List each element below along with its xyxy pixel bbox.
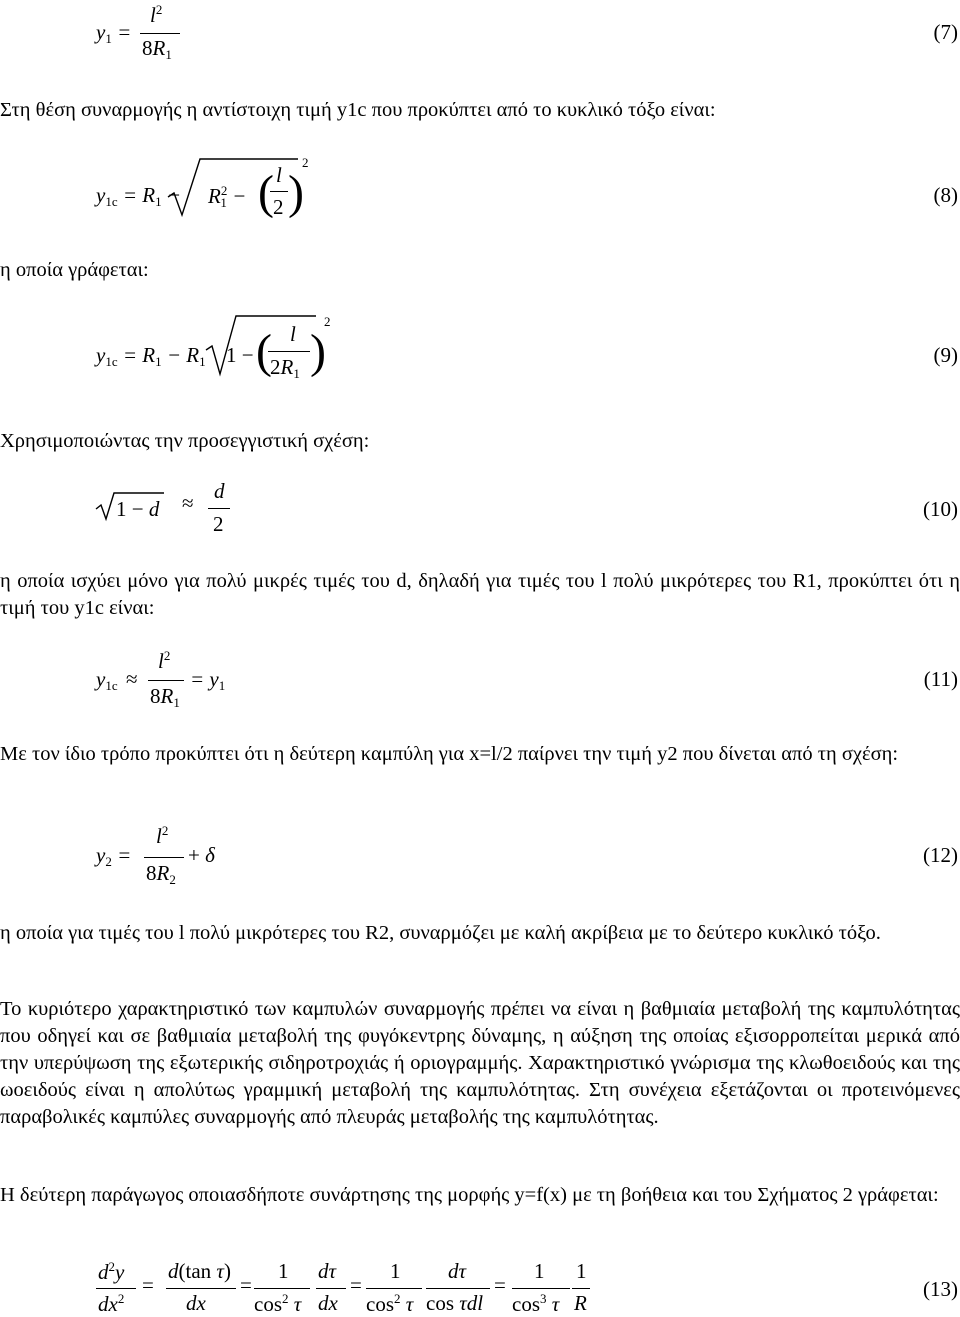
paragraph: Χρησιμοποιώντας την προσεγγιστική σχέση:: [0, 430, 370, 452]
paragraph: η οποία για τιμές του l πολύ μικρότερες του R2, συναρμόζει με καλή ακρίβεια με το δεύτερο κυκλικό τόξο.: [0, 922, 881, 944]
paragraph: Με τον ίδιο τρόπο προκύπτει ότι η δεύτερη καμπύλη για x=l/2 παίρνει την τιμή y2 που δίνεται από τη σχέση:: [0, 743, 899, 765]
equation-7: $y_1$ = $l^2$ $8R_1$ (7): [96, 2, 958, 62]
equation-number: (13): [923, 1277, 958, 1301]
equation-13: $d^2y$ $dx^2$ = d(tan τ) dx = 1 $\cos^2 \tau$ dτ dx = 1 $\cos^2 \tau$ dτ cos τdl = 1 $\cos^3 \tau$ 1 R (13): [98, 1259, 958, 1316]
paragraph: Στη θέση συναρμογής η αντίστοιχη τιμή y1c που προκύπτει από το κυκλικό τόξο είναι:: [0, 99, 716, 121]
equation-number: (10): [923, 497, 958, 521]
equation-number: (7): [933, 20, 958, 44]
equation-12: $y_2$ = $l^2$ $8R_2$ + δ (12): [96, 823, 958, 887]
equation-11: $y_{1c}$ ≈ $l^2$ $8R_1$ = $y_1$ (11): [96, 648, 958, 710]
paragraph: Το κυριότερο χαρακτηριστικό των καμπυλών συναρμογής πρέπει να είναι η βαθμιαία μεταβολή της καμπυλότητας που οδηγεί και σε βαθμιαία μεταβολή της φυγόκεντρης δύναμης, η αύξηση της οποίας εξισορροπείται μερικά από την υπερύψωση της εξωτερικής σιδηροτροχιάς ή οριογραμμής. Χαρακτηριστικό γνώρισμα της κλωθοειδούς και της ωοειδούς είναι η απολύτως γραμμική μεταβολή της καμπυλότητας. Στη συνέχεια εξετάζονται οι προτεινόμενες παραβολικές καμπύλες συναρμογής από πλευράς μεταβολής της καμπυλότητας.: [0, 998, 960, 1128]
equation-number: (8): [933, 183, 958, 207]
equation-number: (12): [923, 843, 958, 867]
equation-10: 1 − d ≈ d 2 (10): [0, 475, 960, 550]
paragraph: η οποία ισχύει μόνο για πολύ μικρές τιμές του d, δηλαδή για τιμές του l πολύ μικρότερες του R1, προκύπτει ότι η τιμή του y1c είναι:: [0, 570, 960, 619]
equation-9: $y_{1c} = R_1 - R_1$ 1 − ( l $2R_1$ ) 2 (9): [0, 310, 960, 400]
paragraph: η οποία γράφεται:: [0, 259, 149, 281]
equation-8: $y_{1c} = R_1$ − $R^2_1$ − ( l 2 ) 2 (8): [0, 145, 960, 235]
equation-number: (11): [923, 667, 958, 691]
paragraph: Η δεύτερη παράγωγος οποιασδήποτε συνάρτησης της μορφής y=f(x) με τη βοήθεια και του Σχήματος 2 γράφεται:: [0, 1184, 939, 1206]
equation-number: (9): [933, 343, 958, 367]
